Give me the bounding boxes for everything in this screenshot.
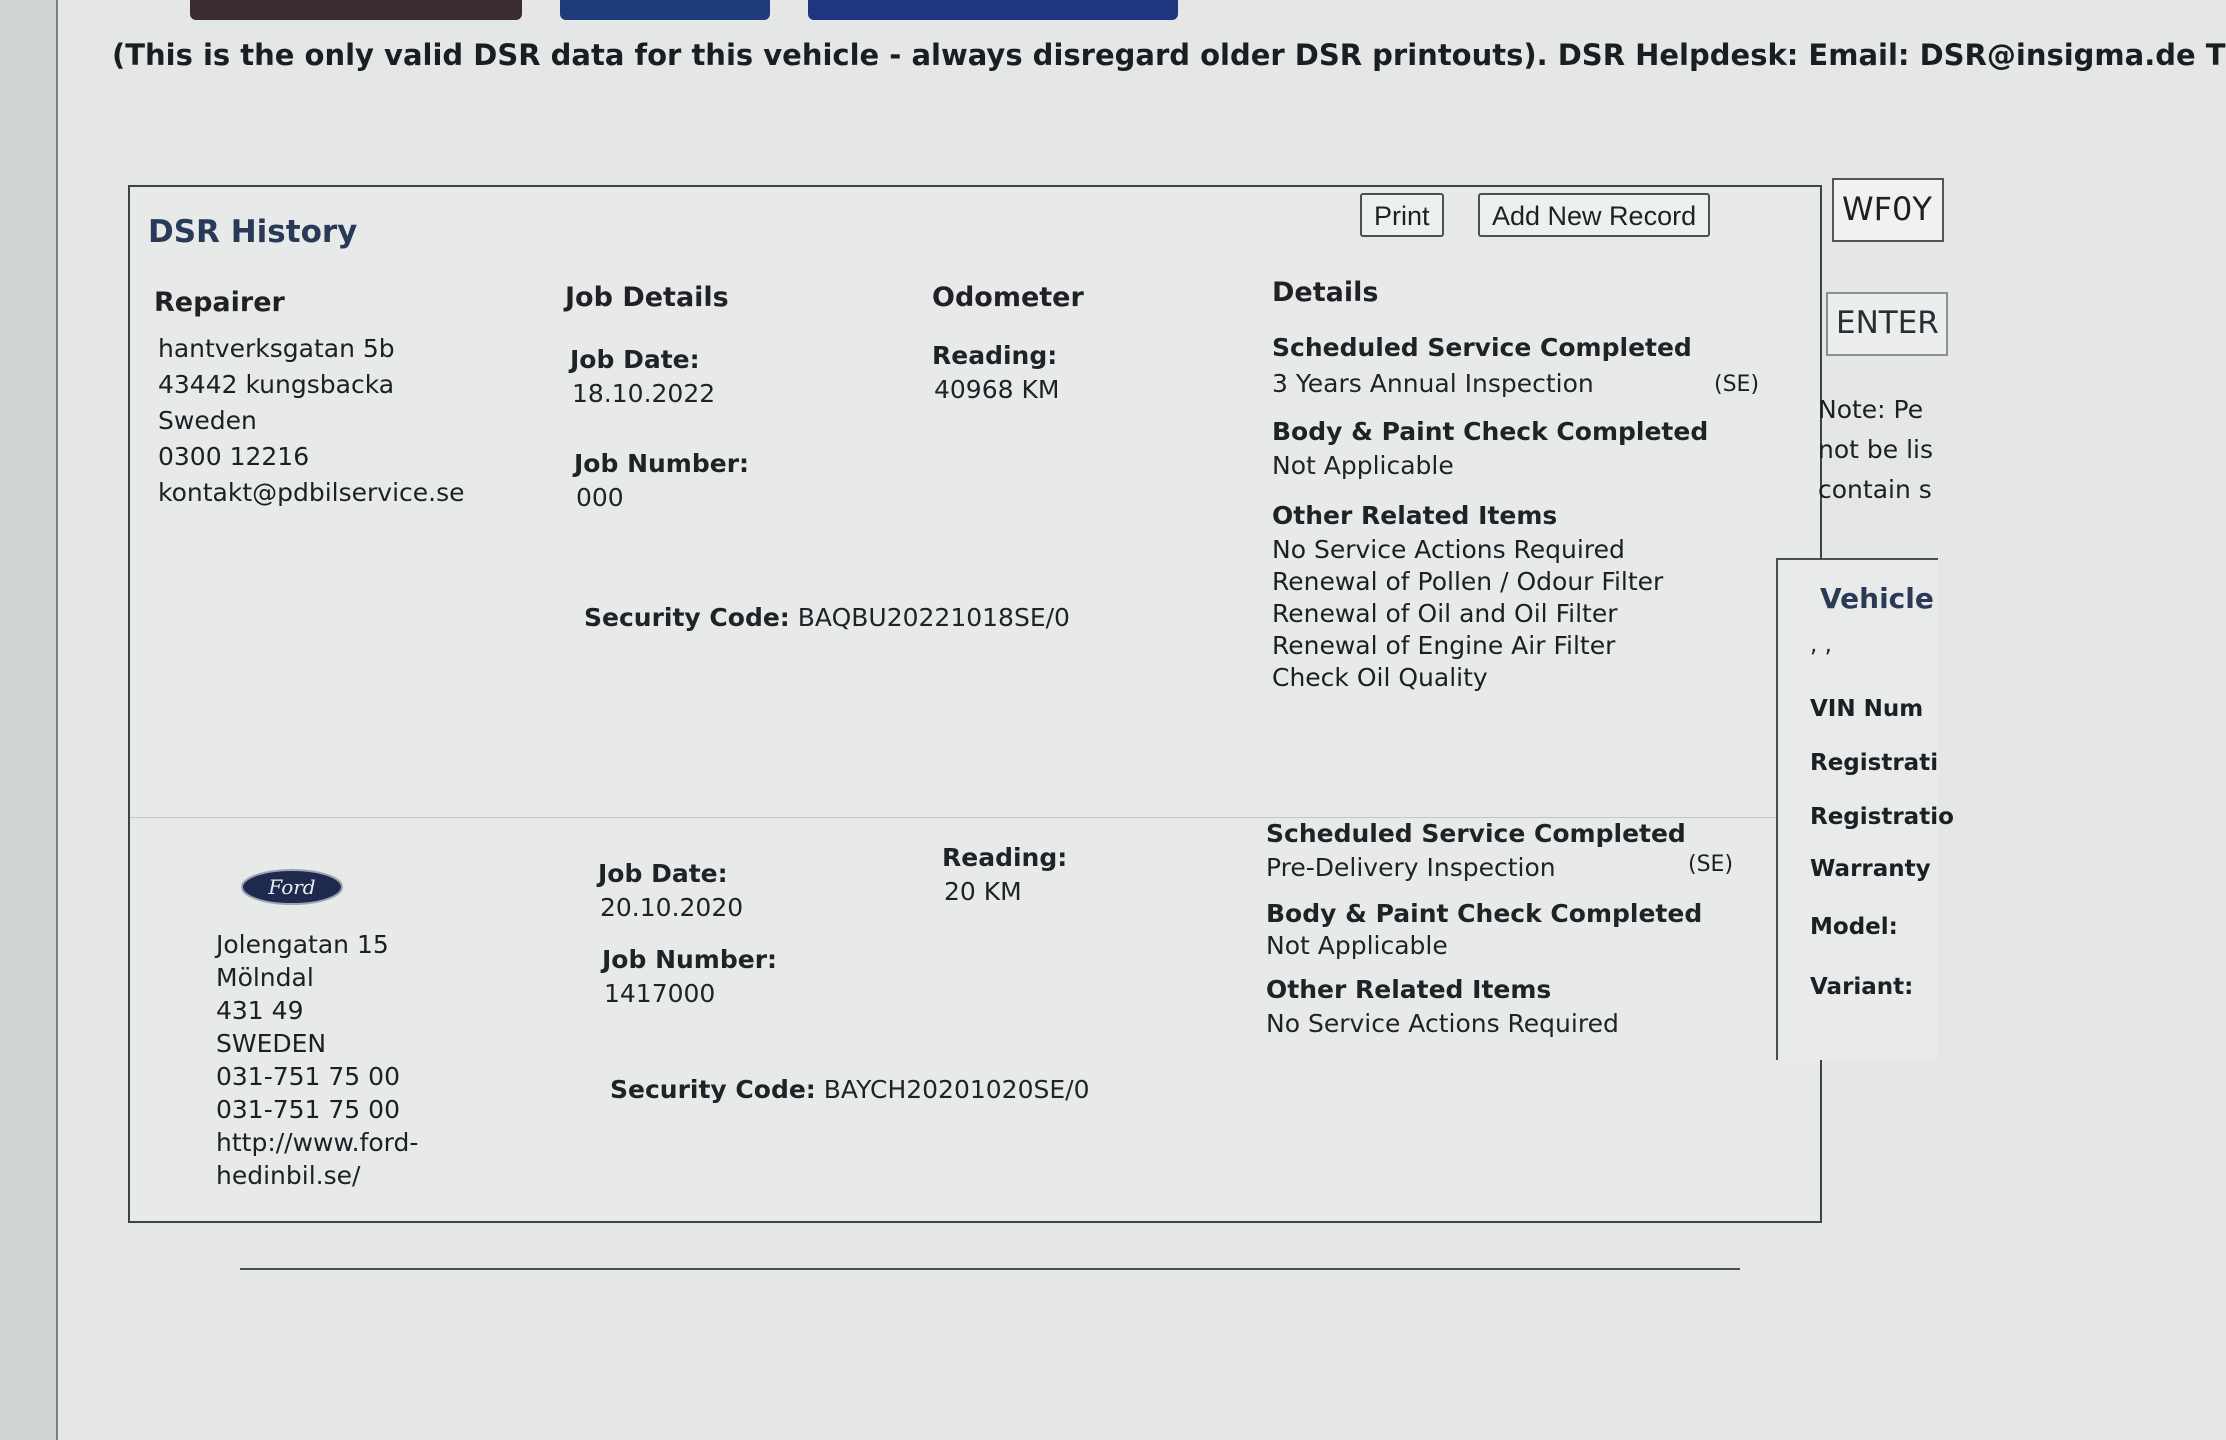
vehicle-placeholder: , , [1810,632,1832,658]
other-items-title: Other Related Items [1266,975,1552,1004]
field-variant: Variant: [1810,974,1914,1000]
header-details: Details [1272,277,1379,308]
repairer-line: Sweden [158,406,257,435]
repairer-address [158,332,465,512]
panel-title: DSR History [148,214,358,250]
scheduled-service-value: 3 Years Annual Inspection [1272,369,1594,398]
field-model: Model: [1810,914,1898,940]
other-items-title: Other Related Items [1272,501,1558,530]
scheduled-service-title: Scheduled Service Completed [1272,333,1692,362]
body-paint-title: Body & Paint Check Completed [1272,417,1709,446]
other-items-list [1272,534,1663,694]
security-code-value: BAYCH20201020SE/0 [823,1075,1090,1104]
body-paint-value: Not Applicable [1266,931,1448,960]
other-item: No Service Actions Required [1266,1009,1619,1038]
vin-input[interactable]: WF0Y [1832,178,1944,242]
header-repairer: Repairer [154,287,285,318]
job-date-value: 18.10.2022 [572,379,716,408]
reading-value: 20 KM [944,877,1022,906]
ford-logo-text: Ford [268,875,316,899]
field-warranty: Warranty [1810,856,1931,882]
note-line: Note: Pe [1818,395,1924,424]
country-code: (SE) [1714,372,1760,397]
top-tab-3[interactable] [808,0,1178,20]
body-paint-value: Not Applicable [1272,451,1454,480]
note-line: not be lis [1818,435,1934,464]
ford-logo [240,868,344,906]
repairer-line: 43442 kungsbacka [158,370,395,399]
country-code: (SE) [1688,852,1734,877]
security-code-row [584,602,1070,634]
print-button[interactable]: Print [1360,193,1444,237]
field-registration-2: Registratio [1810,804,1954,830]
note-line: contain s [1818,475,1932,504]
dsr-record-1 [130,332,1820,802]
scheduled-service-value: Pre-Delivery Inspection [1266,853,1556,882]
dsr-notice-text: (This is the only valid DSR data for this vehicle - always disregard older DSR printouts). DSR Helpdesk: Email: DSR@insigma.de T [112,38,2226,72]
other-item: Renewal of Oil and Oil Filter [1272,599,1618,628]
repairer-line: 431 49 [216,996,304,1025]
repairer-email[interactable]: kontakt@pdbilservice.se [158,478,465,507]
field-registration-1: Registrati [1810,750,1939,776]
job-number-label: Job Number: [574,449,750,478]
vehicle-panel-title: Vehicle [1820,582,1934,615]
enter-button[interactable]: ENTER [1826,292,1948,356]
security-code-row [610,1074,1089,1106]
header-odometer: Odometer [932,282,1084,313]
repairer-line: hantverksgatan 5b [158,334,395,363]
repairer-line: 0300 12216 [158,442,310,471]
security-code-label: Security Code: [610,1075,816,1104]
vehicle-panel [1776,558,1954,1060]
job-number-label: Job Number: [602,945,778,974]
top-tab-bar [190,0,1178,20]
job-date-label: Job Date: [598,859,728,888]
sidebar-note [1818,390,1934,510]
top-tab-1[interactable] [190,0,522,20]
job-date-label: Job Date: [570,345,700,374]
repairer-phone: 031-751 75 00 [216,1062,400,1091]
job-number-value: 000 [576,483,624,512]
dsr-record-2 [130,817,1820,1218]
field-vin-number: VIN Num [1810,696,1924,722]
other-item: No Service Actions Required [1272,535,1625,564]
dsr-history-panel [128,185,1822,1223]
reading-value: 40968 KM [934,375,1060,404]
other-item: Renewal of Pollen / Odour Filter [1272,567,1664,596]
other-item: Check Oil Quality [1272,663,1488,692]
add-new-record-button[interactable]: Add New Record [1478,193,1710,237]
repairer-line: Mölndal [216,963,314,992]
job-date-value: 20.10.2020 [600,893,744,922]
body-paint-title: Body & Paint Check Completed [1266,899,1703,928]
other-item: Renewal of Engine Air Filter [1272,631,1616,660]
top-tab-2[interactable] [560,0,770,20]
reading-label: Reading: [932,341,1058,370]
repairer-line: Jolengatan 15 [216,930,389,959]
repairer-website-cont[interactable]: hedinbil.se/ [216,1161,361,1190]
security-code-label: Security Code: [584,603,790,632]
reading-label: Reading: [942,843,1068,872]
panel-bottom-border [240,1268,1740,1270]
header-job-details: Job Details [565,282,729,313]
repairer-fax: 031-751 75 00 [216,1095,400,1124]
security-code-value: BAQBU20221018SE/0 [797,603,1070,632]
job-number-value: 1417000 [604,979,716,1008]
scheduled-service-title: Scheduled Service Completed [1266,819,1686,848]
repairer-website[interactable]: http://www.ford- [216,1128,419,1157]
page-left-edge [0,0,58,1440]
repairer-line: SWEDEN [216,1029,327,1058]
repairer-address [216,928,418,1192]
